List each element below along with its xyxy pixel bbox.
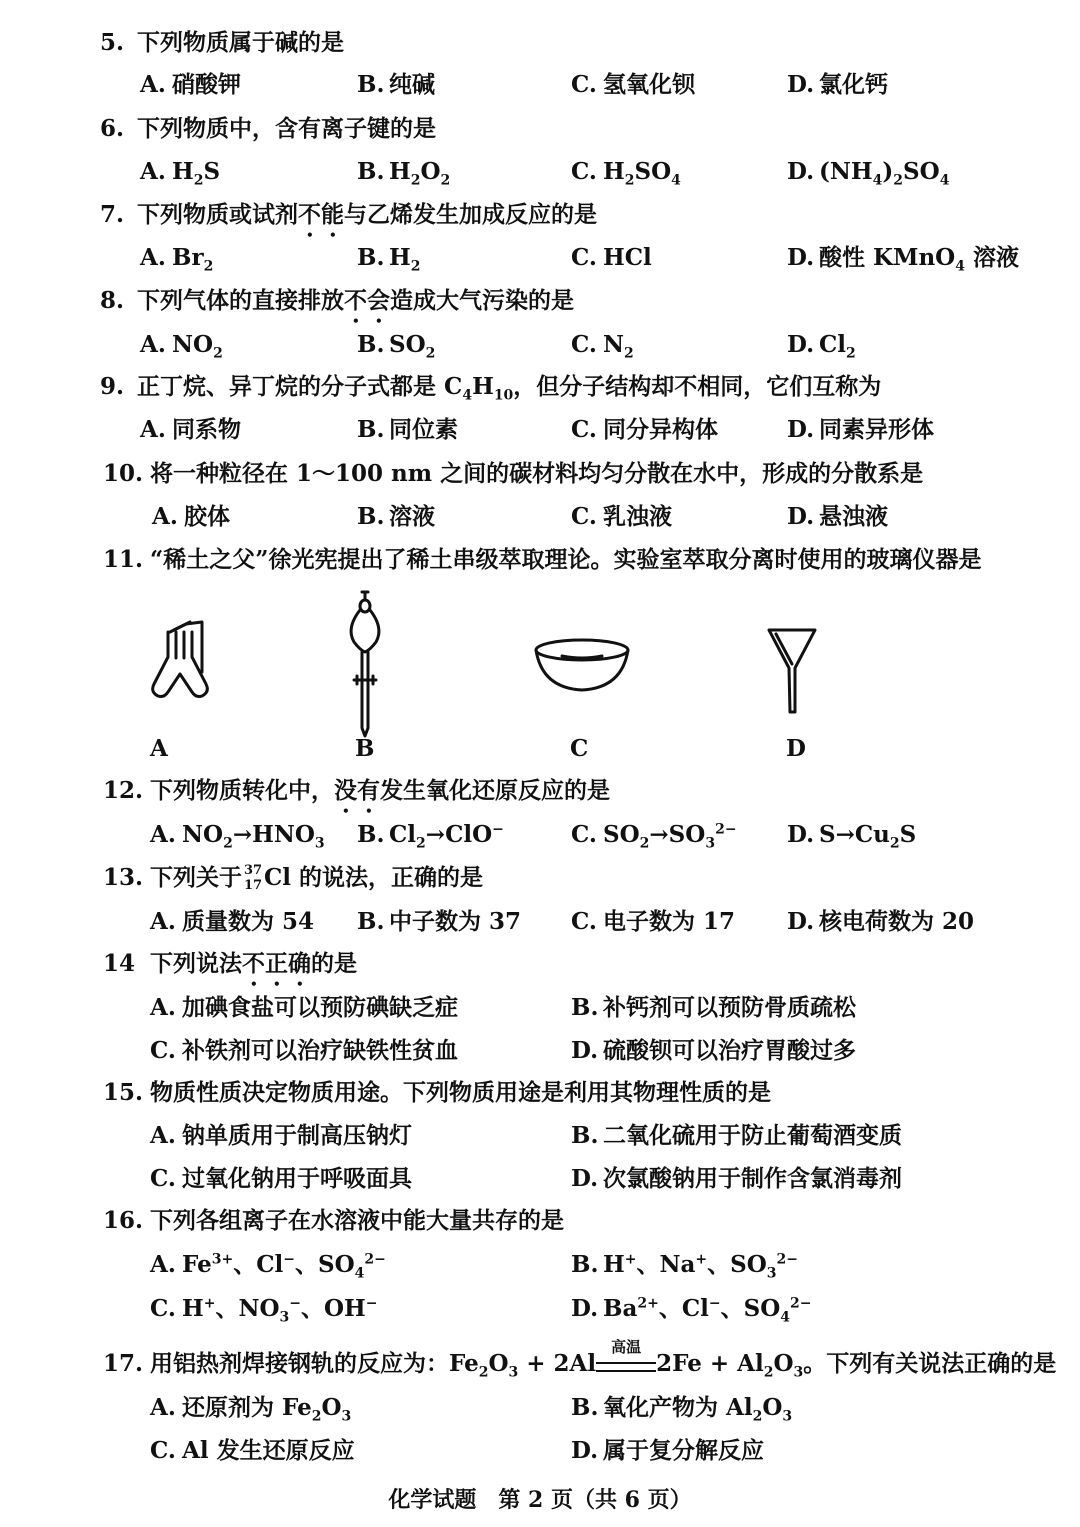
option-c: C. 同分异构体 bbox=[571, 416, 718, 443]
question-number: 12. bbox=[103, 777, 144, 804]
question-stem: 下列各组离子在水溶液中能大量共存的是 bbox=[150, 1207, 564, 1234]
question-number: 7. bbox=[100, 201, 125, 228]
evaporating-dish-icon bbox=[532, 636, 632, 696]
option-d: D. $Ba^{2+}$、Cl−、$SO_4^{2-}$ bbox=[571, 1295, 812, 1326]
option-c: C. HCl bbox=[571, 244, 652, 271]
question-number: 11. bbox=[103, 546, 144, 573]
option-c: C. 补铁剂可以治疗缺铁性贫血 bbox=[150, 1037, 458, 1064]
y-shaped-tube-icon bbox=[140, 612, 220, 712]
option-a: A. 同系物 bbox=[140, 416, 241, 443]
apparatus-label-a: A bbox=[150, 735, 168, 762]
option-d: D. $Cl_2$ bbox=[787, 331, 856, 362]
option-b: B. $Cl_2\to ClO^-$ bbox=[357, 821, 504, 852]
question-stem: 物质性质决定物质用途。下列物质用途是利用其物理性质的是 bbox=[150, 1079, 771, 1106]
option-a: A. 加碘食盐可以预防碘缺乏症 bbox=[150, 994, 458, 1021]
emphasis-text: 不会 bbox=[344, 287, 390, 314]
option-c: C. $SO_2\to SO_3^{2-}$ bbox=[571, 821, 737, 852]
option-b: B. $SO_2$ bbox=[357, 331, 436, 362]
emphasis-text: 不能 bbox=[298, 201, 344, 228]
option-d: D. 硫酸钡可以治疗胃酸过多 bbox=[571, 1037, 856, 1064]
question-number: 8. bbox=[100, 287, 125, 314]
option-c: C. $N_2$ bbox=[571, 331, 634, 362]
reaction-condition: 高温 bbox=[596, 1358, 656, 1372]
option-c: C. H+、$NO_3^-$、OH− bbox=[150, 1295, 378, 1326]
separatory-funnel-icon bbox=[340, 588, 390, 738]
question-stem: 下列物质或试剂不能与乙烯发生加成反应的是 bbox=[137, 201, 597, 228]
option-b: B. 溶液 bbox=[357, 503, 435, 530]
option-b: B. 同位素 bbox=[357, 416, 458, 443]
option-a: A. 还原剂为 $Fe_2O_3$ bbox=[150, 1394, 352, 1425]
question-stem: 下列物质转化中，没有发生氧化还原反应的是 bbox=[150, 777, 610, 804]
option-d: D. 核电荷数为 20 bbox=[787, 908, 975, 935]
option-a: A. 质量数为 54 bbox=[150, 908, 315, 935]
emphasis-text: 不正确 bbox=[242, 950, 311, 977]
page-footer: 化学试题 第 2 页（共 6 页） bbox=[388, 1487, 692, 1513]
question-stem: 下列关于 37 17 Cl 的说法，正确的是 bbox=[150, 863, 484, 893]
option-d: D. 酸性 KMnO$_4$ 溶液 bbox=[787, 244, 1019, 275]
option-a: A. $H_2S$ bbox=[140, 158, 221, 189]
option-a: A. 钠单质用于制高压钠灯 bbox=[150, 1122, 412, 1149]
option-d: D. 氯化钙 bbox=[787, 71, 888, 98]
option-b: B. 补钙剂可以预防骨质疏松 bbox=[571, 994, 856, 1021]
question-number: 13. bbox=[103, 864, 144, 891]
question-number: 17. bbox=[103, 1350, 144, 1377]
option-a: A. $NO_2\to HNO_3$ bbox=[150, 821, 325, 852]
option-b: B. $H_2O_2$ bbox=[357, 158, 451, 189]
option-d: D. $(NH_4)_2SO_4$ bbox=[787, 158, 950, 189]
question-stem: 正丁烷、异丁烷的分子式都是 $C_4H_{10}$，但分子结构却不相同，它们互称为 bbox=[137, 373, 882, 404]
funnel-icon bbox=[766, 626, 818, 718]
option-c: C. Al 发生还原反应 bbox=[150, 1437, 355, 1464]
option-a: A. 硝酸钾 bbox=[140, 71, 241, 98]
option-a: A. $NO_2$ bbox=[140, 331, 223, 362]
option-b: B. H+、Na+、$SO_3^{2-}$ bbox=[571, 1251, 799, 1282]
question-stem: “稀土之父”徐光宪提出了稀土串级萃取理论。实验室萃取分离时使用的玻璃仪器是 bbox=[150, 546, 982, 573]
question-number: 15. bbox=[103, 1079, 144, 1106]
question-number: 6. bbox=[100, 115, 125, 142]
apparatus-label-d: D bbox=[786, 735, 806, 762]
question-stem: 将一种粒径在 1～100 nm 之间的碳材料均匀分散在水中，形成的分散系是 bbox=[150, 460, 924, 487]
option-c: C. $H_2SO_4$ bbox=[571, 158, 681, 189]
option-b: B. 二氧化硫用于防止葡萄酒变质 bbox=[571, 1122, 902, 1149]
option-b: B. 氧化产物为 $Al_2O_3$ bbox=[571, 1394, 793, 1425]
option-c: C. 电子数为 17 bbox=[571, 908, 736, 935]
emphasis-text: 没有 bbox=[334, 777, 380, 804]
option-d: D. 次氯酸钠用于制作含氯消毒剂 bbox=[571, 1165, 902, 1192]
question-number: 9. bbox=[100, 373, 125, 400]
option-a: A. 胶体 bbox=[152, 503, 230, 530]
option-b: B. 纯碱 bbox=[357, 71, 435, 98]
option-b: B. 中子数为 37 bbox=[357, 908, 522, 935]
question-stem: 下列物质中，含有离子键的是 bbox=[137, 115, 436, 142]
option-a: A. $Br_2$ bbox=[140, 244, 214, 275]
option-d: D. 同素异形体 bbox=[787, 416, 934, 443]
option-c: C. 过氧化钠用于呼吸面具 bbox=[150, 1165, 412, 1192]
option-d: D. 属于复分解反应 bbox=[571, 1437, 764, 1464]
question-stem: 下列气体的直接排放不会造成大气污染的是 bbox=[137, 287, 574, 314]
question-stem: 用铝热剂焊接钢轨的反应为：$Fe_2O_3 + 2Al$ 高温 $2Fe + Al_2O_3$。下列有关说法正确的是 bbox=[150, 1338, 1057, 1381]
option-c: C. 氢氧化钡 bbox=[571, 71, 695, 98]
option-d: D. $S\to Cu_2S$ bbox=[787, 821, 917, 852]
apparatus-label-b: B bbox=[355, 735, 375, 762]
question-stem: 下列说法不正确的是 bbox=[150, 950, 357, 977]
apparatus-label-c: C bbox=[570, 735, 589, 762]
option-c: C. 乳浊液 bbox=[571, 503, 672, 530]
option-d: D. 悬浊液 bbox=[787, 503, 888, 530]
question-stem: 下列物质属于碱的是 bbox=[137, 29, 344, 56]
question-number: 10. bbox=[103, 460, 144, 487]
question-number: 5. bbox=[100, 29, 125, 56]
question-number: 16. bbox=[103, 1207, 144, 1234]
option-b: B. $H_2$ bbox=[357, 244, 421, 275]
option-a: A. $Fe^{3+}$、Cl−、$SO_4^{2-}$ bbox=[150, 1251, 386, 1282]
question-number: 14 bbox=[103, 950, 136, 977]
